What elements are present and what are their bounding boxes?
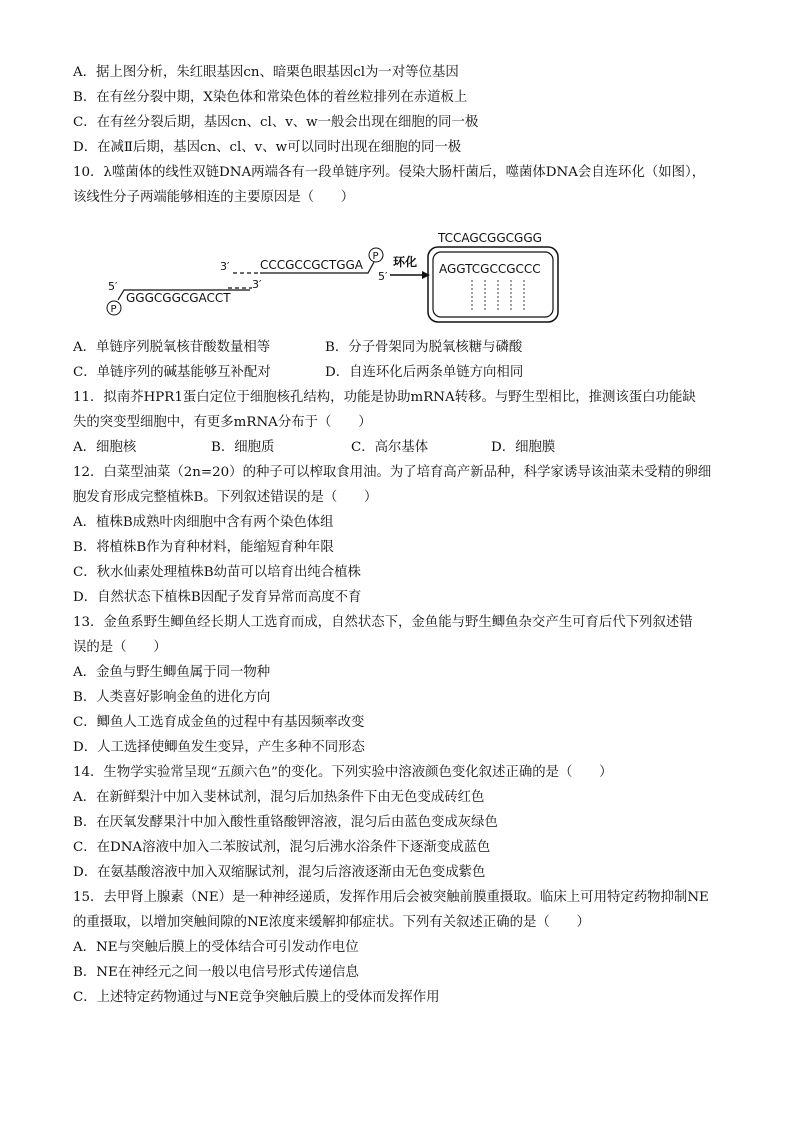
upper-strand-seq: CCCGCCGCTGGA: [260, 258, 364, 272]
q11-option-b: B．细胞质: [211, 440, 275, 455]
q13-stem-line2: 误的是（ ）: [73, 640, 167, 655]
q10-option-b: B．分子骨架同为脱氧核糖与磷酸: [325, 340, 523, 355]
q15-option-c: C．上述特定药物通过与NE竞争突触后膜上的受体而发挥作用: [73, 990, 440, 1005]
label-5prime-left: 5′: [108, 280, 118, 293]
q12-option-b: B．将植株B作为育种材料，能缩短育种年限: [73, 540, 334, 555]
lower-strand-seq: GGGCGGCGACCT: [126, 291, 231, 305]
q13-option-c: C．鲫鱼人工选育成金鱼的过程中有基因频率改变: [73, 715, 365, 730]
q13-option-d: D．人工选择使鲫鱼发生变异，产生多种不同形态: [73, 740, 365, 755]
label-3prime-upper: 3′: [220, 260, 230, 273]
q11-stem-line1: 11．拟南芥HPR1蛋白定位于细胞核孔结构，功能是协助mRNA转移。与野生型相比，推测该蛋白功能缺: [73, 390, 696, 405]
q10-options-row1: [73, 339, 522, 357]
q9-option-c: C．在有丝分裂后期，基因cn、cl、v、w一般会出现在细胞的同一极: [73, 115, 479, 130]
q14-stem: 14．生物学实验常呈现“五颜六色”的变化。下列实验中溶液颜色变化叙述正确的是（ ）: [73, 765, 613, 780]
q10-option-c: C．单链序列的碱基能够互补配对: [73, 365, 271, 380]
ring-top-seq: TCCAGCGGCGGG: [438, 231, 542, 245]
q14-option-b: B．在厌氧发酵果汁中加入酸性重铬酸钾溶液，混匀后由蓝色变成灰绿色: [73, 815, 498, 830]
q12-option-c: C．秋水仙素处理植株B幼苗可以培育出纯合植株: [73, 565, 361, 580]
q13-stem-line1: 13．金鱼系野生鲫鱼经长期人工选育而成，自然状态下，金鱼能与野生鲫鱼杂交产生可育后代下列叙述错: [73, 615, 693, 630]
q12-stem-line2: 胞发育形成完整植株B。下列叙述错误的是（ ）: [73, 490, 378, 505]
q11-stem-line2: 失的突变型细胞中，有更多mRNA分布于（ ）: [73, 415, 372, 430]
q10-option-a: A．单链序列脱氧核苷酸数量相等: [73, 340, 271, 355]
q11-option-c: C．高尔基体: [351, 440, 429, 455]
ring-inner-seq: AGGTCGCCGCCC: [439, 262, 541, 276]
ring-outer: [428, 247, 558, 322]
label-3prime-lower: 3′: [252, 278, 262, 291]
q15-option-a: A．NE与突触后膜上的受体结合可引发动作电位: [73, 940, 359, 955]
q9-option-d: D．在减Ⅱ后期，基因cn、cl、v、w可以同时出现在细胞的同一极: [73, 140, 462, 155]
q10-option-d: D．自连环化后两条单链方向相同: [325, 365, 524, 380]
arrow-head: [422, 271, 430, 279]
q13-option-b: B．人类喜好影响金鱼的进化方向: [73, 690, 271, 705]
q11-options-row: [73, 439, 555, 457]
phosphate-label-right: P: [372, 251, 379, 262]
q14-option-d: D．在氨基酸溶液中加入双缩脲试剂，混匀后溶液逐渐由无色变成紫色: [73, 865, 486, 880]
ring-dashes: [472, 280, 524, 312]
label-5prime-right: 5′: [378, 270, 388, 283]
q9-option-a: A．据上图分析，朱红眼基因cn、暗栗色眼基因cl为一对等位基因: [73, 65, 459, 80]
q12-option-d: D．自然状态下植株B因配子发育异常而高度不育: [73, 590, 362, 605]
q11-option-a: A．细胞核: [73, 440, 137, 455]
dna-circularization-figure: [100, 222, 570, 328]
circularize-label: 环化: [393, 255, 418, 269]
q14-option-a: A．在新鲜梨汁中加入斐林试剂，混匀后加热条件下由无色变成砖红色: [73, 790, 485, 805]
q12-option-a: A．植株B成熟叶肉细胞中含有两个染色体组: [73, 515, 334, 530]
q15-option-b: B．NE在神经元之间一般以电信号形式传递信息: [73, 965, 359, 980]
phosphate-label-left: P: [110, 304, 117, 315]
q9-option-b: B．在有丝分裂中期，X染色体和常染色体的着丝粒排列在赤道板上: [73, 90, 468, 105]
q13-option-a: A．金鱼与野生鲫鱼属于同一物种: [73, 665, 271, 680]
q14-option-c: C．在DNA溶液中加入二苯胺试剂，混匀后沸水浴条件下逐渐变成蓝色: [73, 840, 491, 855]
q10-stem-line2: 该线性分子两端能够相连的主要原因是（ ）: [73, 190, 355, 205]
q15-stem-line2: 的重摄取，以增加突触间隙的NE浓度来缓解抑郁症状。下列有关叙述正确的是（ ）: [73, 915, 590, 930]
q10-stem-line1: 10．λ噬菌体的线性双链DNA两端各有一段单链序列。侵染大肠杆菌后，噬菌体DNA会自连环化（如图），: [73, 165, 706, 180]
q12-stem-line1: 12．白菜型油菜（2n=20）的种子可以榨取食用油。为了培育高产新品种，科学家诱导该油菜未受精的卵细: [73, 465, 712, 480]
q11-option-d: D．细胞膜: [491, 440, 556, 455]
q15-stem-line1: 15．去甲肾上腺素（NE）是一种神经递质，发挥作用后会被突触前膜重摄取。临床上可用特定药物抑制NE: [73, 890, 709, 905]
q10-options-row2: [73, 364, 523, 382]
